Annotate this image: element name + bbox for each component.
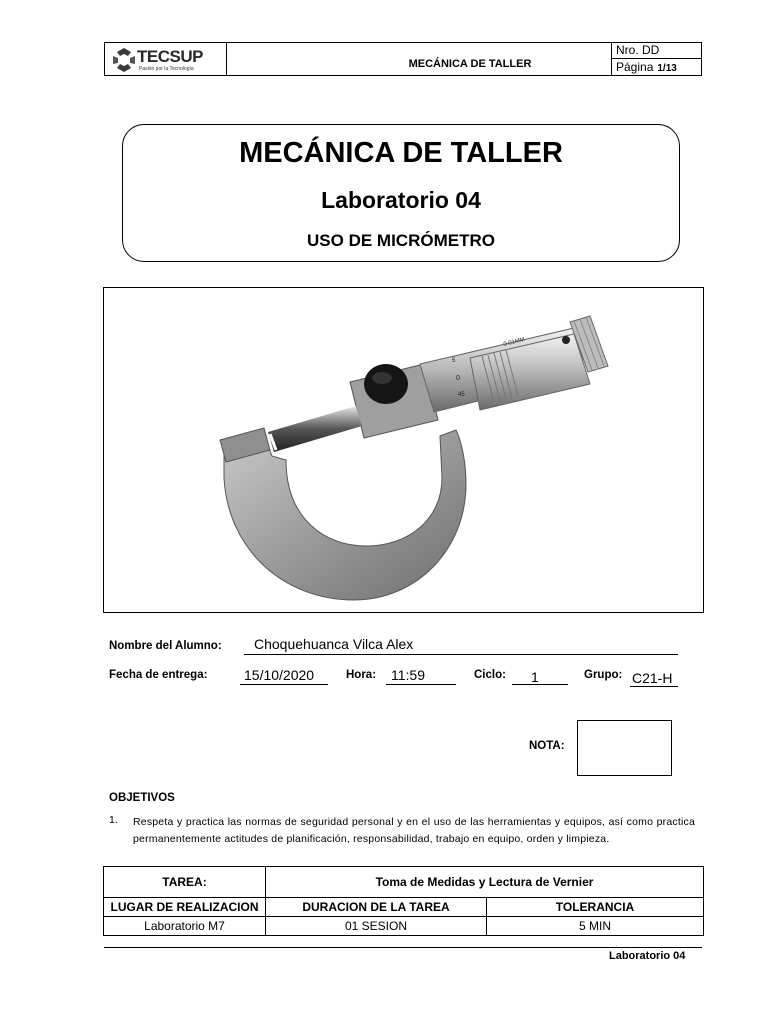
scale-label-45: 45 [458, 392, 465, 398]
student-name-value: Choquehuanca Vilca Alex [254, 636, 414, 652]
tecsup-logo-icon [111, 47, 137, 73]
page-count: 1/13 [657, 63, 677, 74]
task-table [103, 866, 704, 936]
lab-number: Laboratorio 04 [321, 187, 481, 213]
lab-subtitle: USO DE MICRÓMETRO [307, 231, 495, 250]
footer-text: Laboratorio 04 [609, 950, 686, 962]
time-value: 11:59 [391, 667, 425, 683]
due-date-label: Fecha de entrega: [109, 669, 208, 681]
group-value: C21-H [632, 670, 673, 686]
task-values-row [104, 917, 704, 936]
page-header [104, 42, 702, 76]
objective-number: 1. [109, 814, 118, 826]
location-value: Laboratorio M7 [104, 917, 266, 936]
time-label: Hora: [346, 669, 377, 681]
due-date-underline [240, 684, 328, 685]
cycle-value: 1 [531, 669, 539, 685]
grade-box [577, 720, 672, 776]
micrometer-image-frame [103, 287, 704, 613]
student-name-underline [244, 654, 678, 655]
scale-label-0: 0 [456, 375, 460, 382]
header-title: MECÁNICA DE TALLER [408, 58, 532, 70]
logo-tagline: Pasión por la Tecnología [139, 66, 194, 72]
tolerance-header: TOLERANCIA [487, 898, 704, 917]
tolerance-value: 5 MIN [487, 917, 704, 936]
student-name-label: Nombre del Alumno: [109, 640, 222, 652]
scale-label-5: 5 [452, 358, 456, 364]
objectives-heading: OBJETIVOS [109, 792, 175, 804]
doc-number: Nro. DD [612, 43, 702, 59]
micrometer-image [104, 288, 703, 612]
duration-value: 01 SESION [266, 917, 487, 936]
cycle-underline [512, 684, 568, 685]
footer-divider [104, 947, 702, 948]
due-date-value: 15/10/2020 [244, 667, 315, 683]
header-doc-info [611, 43, 703, 75]
group-label: Grupo: [584, 669, 623, 681]
cycle-label: Ciclo: [474, 669, 506, 681]
location-header: LUGAR DE REALIZACION [104, 898, 266, 917]
task-header-row [104, 898, 704, 917]
logo-text: TECSUP [137, 47, 203, 66]
group-underline [630, 686, 678, 687]
barrel-marking: 0.01MM [503, 336, 526, 348]
tecsup-logo [105, 43, 227, 75]
grade-label: NOTA: [529, 740, 565, 752]
task-row [104, 867, 704, 898]
page-number [612, 59, 702, 75]
task-value: Toma de Medidas y Lectura de Vernier [266, 867, 704, 898]
duration-header: DURACION DE LA TAREA [266, 898, 487, 917]
time-underline [386, 684, 456, 685]
title-box [122, 124, 680, 262]
document-title: MECÁNICA DE TALLER [239, 137, 563, 169]
task-label: TAREA: [104, 867, 266, 898]
page-label: Página [616, 60, 654, 74]
objective-text: Respeta y practica las normas de seguridad personal y en el uso de las herramientas y equipos, así como practica permanentemente actitudes de planificación, responsabilidad, trabajo en equipo, orden y limpieza. [133, 816, 695, 845]
